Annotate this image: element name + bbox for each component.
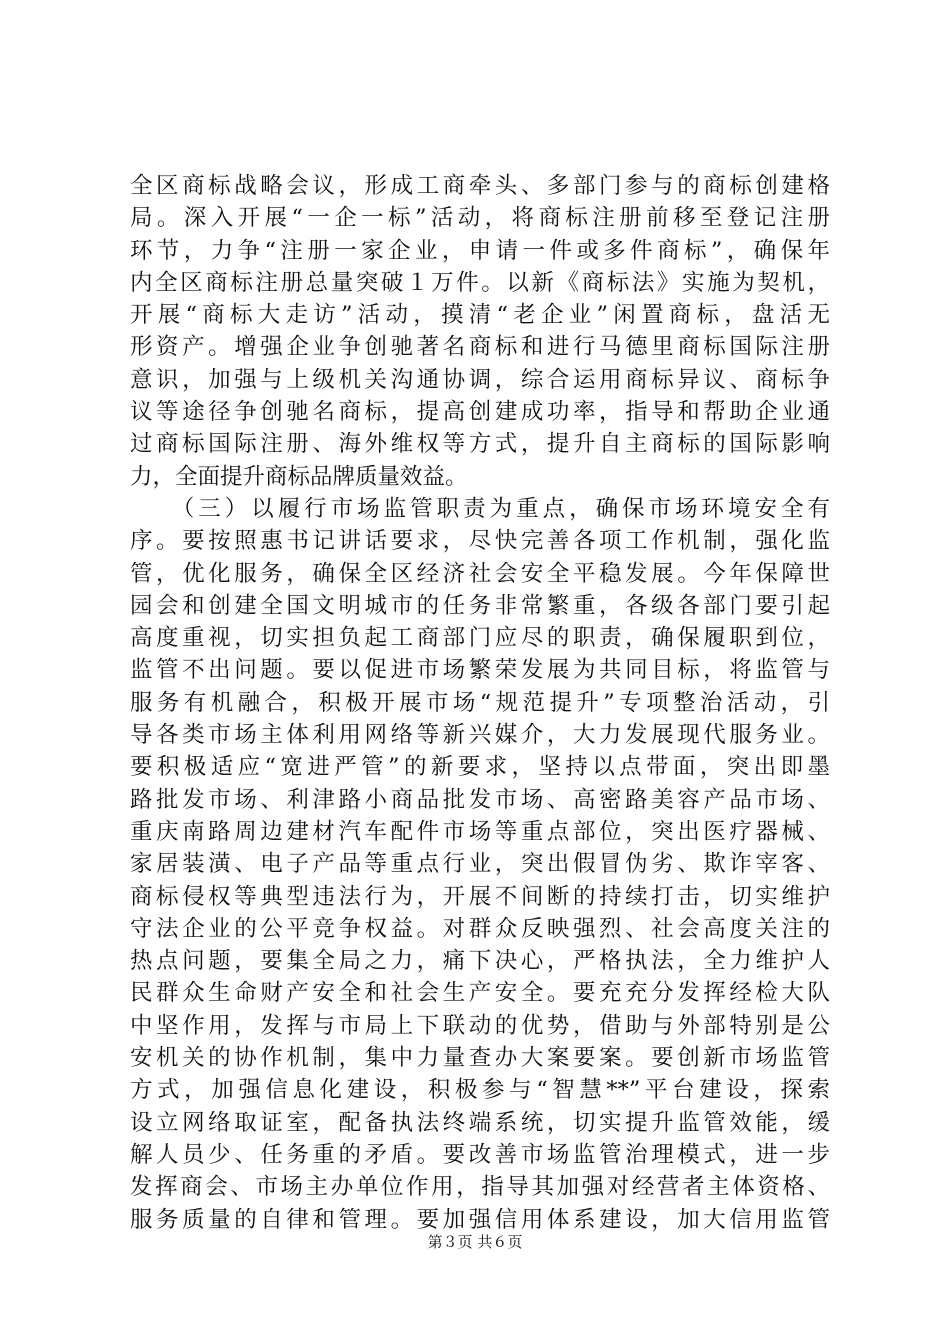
- text-line: 高度重视，切实担负起工商部门应尽的职责，确保履职到位，: [130, 625, 830, 652]
- text-line: 导各类市场主体利用网络等新兴媒介，大力发展现代服务业。: [130, 722, 830, 749]
- text-line: 服务有机融合，积极开展市场“规范提升”专项整治活动，引: [130, 689, 830, 716]
- text-line: 路批发市场、利津路小商品批发市场、高密路美容产品市场、: [130, 786, 830, 813]
- text-line: 过商标国际注册、海外维权等方式，提升自主商标的国际影响: [130, 431, 830, 458]
- text-line: 形资产。增强企业争创驰著名商标和进行马德里商标国际注册: [130, 334, 830, 361]
- text-line: 力，全面提升商标品牌质量效益。: [130, 463, 468, 490]
- text-line: 商标侵权等典型违法行为，开展不间断的持续打击，切实维护: [130, 883, 830, 910]
- text-line: 解人员少、任务重的矛盾。要改善市场监管治理模式，进一步: [130, 1141, 830, 1168]
- text-line: 意识，加强与上级机关沟通协调，综合运用商标异议、商标争: [130, 366, 830, 393]
- text-line: 家居装潢、电子产品等重点行业，突出假冒伪劣、欺诈宰客、: [130, 851, 830, 878]
- text-line: 方式，加强信息化建设，积极参与“智慧**”平台建设，探索: [130, 1077, 830, 1104]
- text-line: 环节，力争“注册一家企业，申请一件或多件商标”，确保年: [130, 237, 830, 264]
- text-line: 发挥商会、市场主办单位作用，指导其加强对经营者主体资格、: [130, 1174, 830, 1201]
- text-line: 议等途径争创驰名商标，提高创建成功率，指导和帮助企业通: [130, 399, 830, 426]
- text-line: 管，优化服务，确保全区经济社会安全平稳发展。今年保障世: [130, 560, 830, 587]
- text-line: 园会和创建全国文明城市的任务非常繁重，各级各部门要引起: [130, 592, 830, 619]
- text-line: 安机关的协作机制，集中力量查办大案要案。要创新市场监管: [130, 1045, 830, 1072]
- text-line: 全区商标战略会议，形成工商牵头、多部门参与的商标创建格: [130, 173, 830, 199]
- text-line: 开展“商标大走访”活动，摸清“老企业”闲置商标，盘活无: [130, 302, 830, 329]
- section-heading-line: （三）以履行市场监管职责为重点，确保市场环境安全有: [130, 495, 830, 522]
- text-line: 守法企业的公平竞争权益。对群众反映强烈、社会高度关注的: [130, 915, 830, 942]
- text-line: 要积极适应“宽进严管”的新要求，坚持以点带面，突出即墨: [130, 754, 830, 781]
- text-line: 序。要按照惠书记讲话要求，尽快完善各项工作机制，强化监: [130, 528, 830, 555]
- text-line: 重庆南路周边建材汽车配件市场等重点部位，突出医疗器械、: [130, 818, 830, 845]
- text-line: 设立网络取证室，配备执法终端系统，切实提升监管效能，缓: [130, 1109, 830, 1136]
- body-text: [130, 170, 830, 1236]
- text-line: 监管不出问题。要以促进市场繁荣发展为共同目标，将监管与: [130, 657, 830, 684]
- text-line: 内全区商标注册总量突破１万件。以新《商标法》实施为契机，: [130, 269, 830, 296]
- text-line: 民群众生命财产安全和社会生产安全。要充充分发挥经检大队: [130, 980, 830, 1007]
- text-line: 中坚作用，发挥与市局上下联动的优势，借助与外部特别是公: [130, 1012, 830, 1039]
- text-line: 服务质量的自律和管理。要加强信用体系建设，加大信用监管: [130, 1206, 830, 1233]
- text-line: 局。深入开展“一企一标”活动，将商标注册前移至登记注册: [130, 205, 830, 232]
- page-number-footer: 第３页 共６页: [427, 1233, 523, 1251]
- text-line: 热点问题，要集全局之力，痛下决心，严格执法，全力维护人: [130, 948, 830, 975]
